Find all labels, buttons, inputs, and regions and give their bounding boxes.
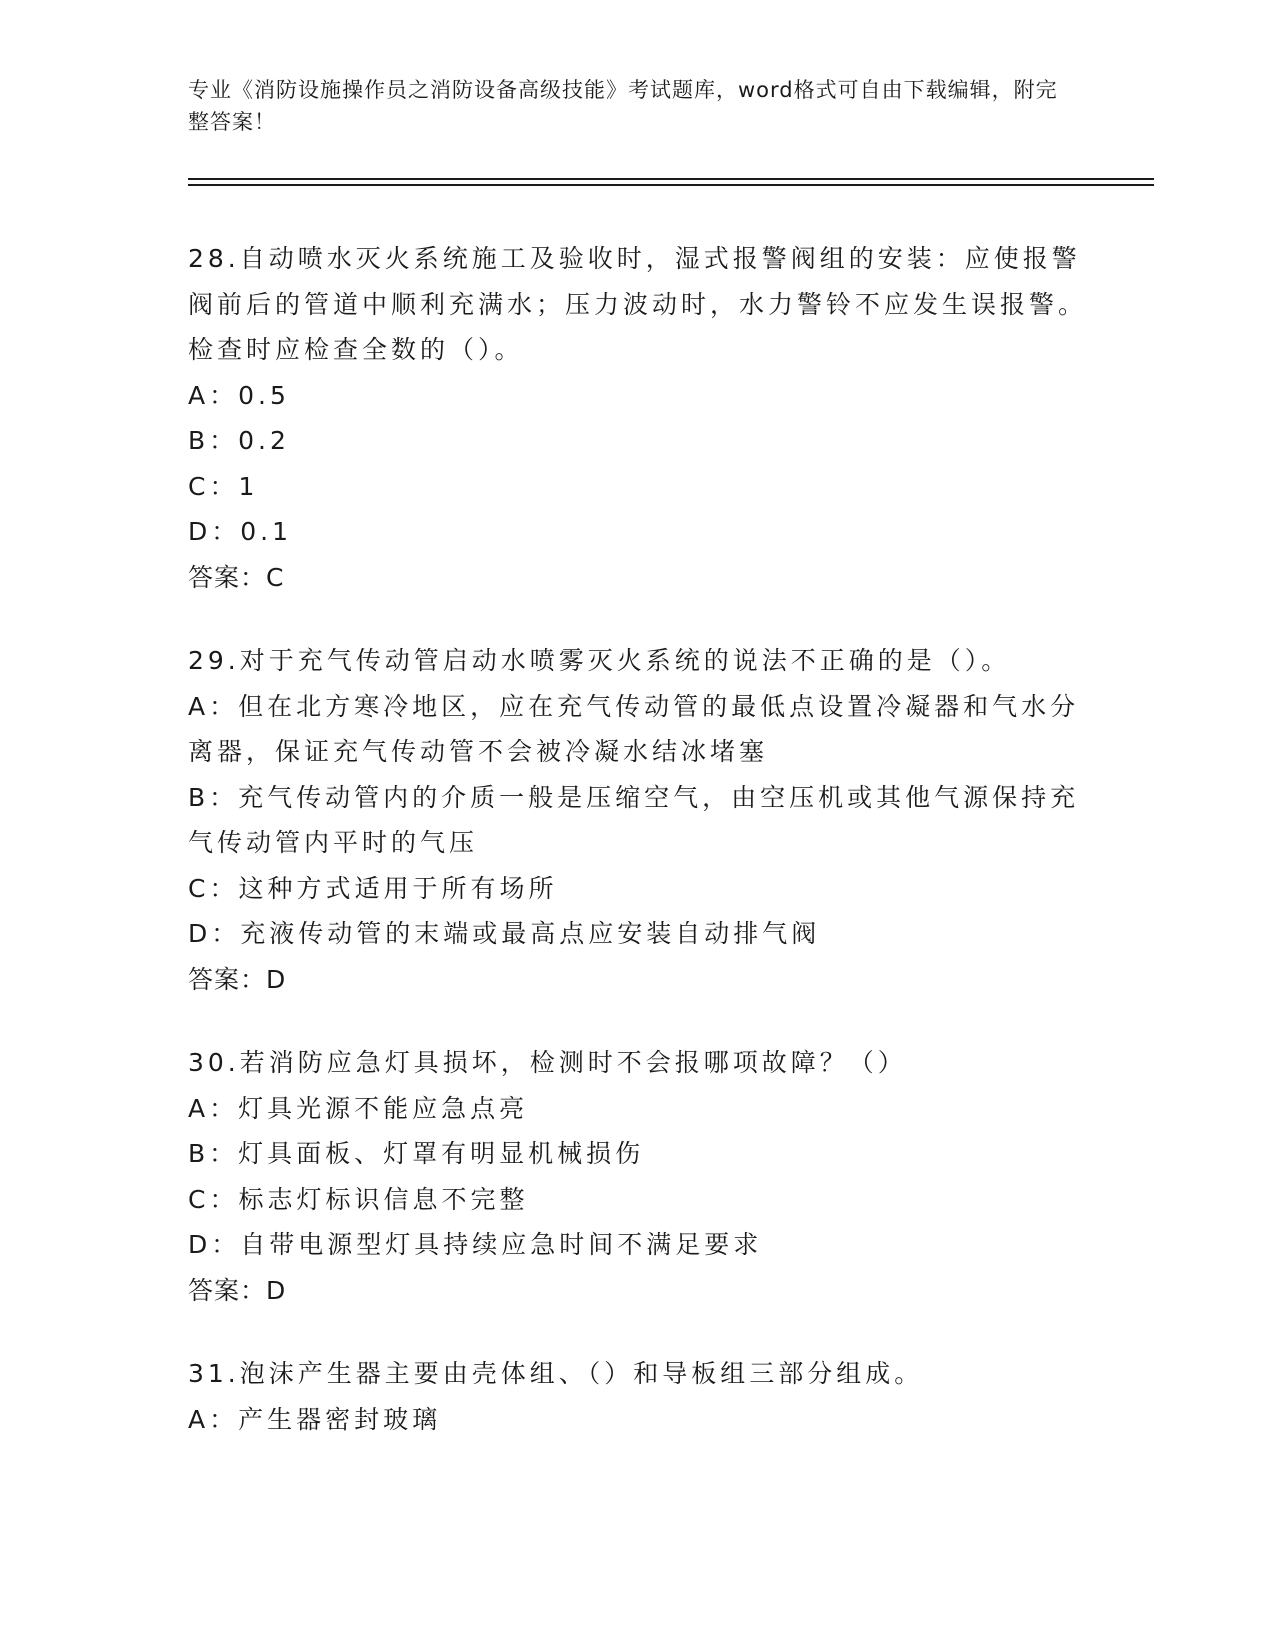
header-divider-bottom [188,184,1154,186]
option-b: B：0.2 [188,426,290,455]
document-intro: 专业《消防设施操作员之消防设备高级技能》考试题库，word格式可自由下载编辑，附完整答案！ [188,78,1058,134]
option-d: D：自带电源型灯具持续应急时间不满足要求 [188,1230,763,1259]
answer-line: 答案：D [188,1275,287,1305]
header-divider-top [188,178,1154,180]
option-d: D：0.1 [188,517,293,546]
option-b: B：充气传动管内的介质一般是压缩空气，由空压机或其他气源保持充气传动管内平时的气压 [188,782,1080,857]
question-stem: 28.自动喷水灭火系统施工及验收时，湿式报警阀组的安装：应使报警阀前后的管道中顺利充满水；压力波动时，水力警铃不应发生误报警。检查时应检查全数的（）。 [188,244,1088,364]
answer-line: 答案：C [188,562,285,592]
question-31 [188,1351,1088,1442]
question-list [188,236,1088,1480]
question-30 [188,1040,1088,1313]
question-stem: 29.对于充气传动管启动水喷雾灭火系统的说法不正确的是（）。 [188,646,1011,675]
question-stem: 31.泡沫产生器主要由壳体组、（）和导板组三部分组成。 [188,1359,924,1388]
option-a: A：0.5 [188,380,290,410]
option-a: A：灯具光源不能应急点亮 [188,1093,529,1123]
question-28 [188,236,1088,600]
option-c: C：标志灯标识信息不完整 [188,1184,529,1214]
option-c: C：这种方式适用于所有场所 [188,873,558,903]
option-c: C：1 [188,471,259,501]
option-a: A：产生器密封玻璃 [188,1404,442,1434]
option-a: A：但在北方寒冷地区，应在充气传动管的最低点设置冷凝器和气水分离器，保证充气传动管不会被冷凝水结冰堵塞 [188,691,1080,766]
option-d: D：充液传动管的末端或最高点应安装自动排气阀 [188,919,821,948]
option-b: B：灯具面板、灯罩有明显机械损伤 [188,1139,645,1168]
answer-line: 答案：D [188,964,287,994]
question-29 [188,638,1088,1002]
question-stem: 30.若消防应急灯具损坏，检测时不会报哪项故障？（） [188,1048,907,1077]
